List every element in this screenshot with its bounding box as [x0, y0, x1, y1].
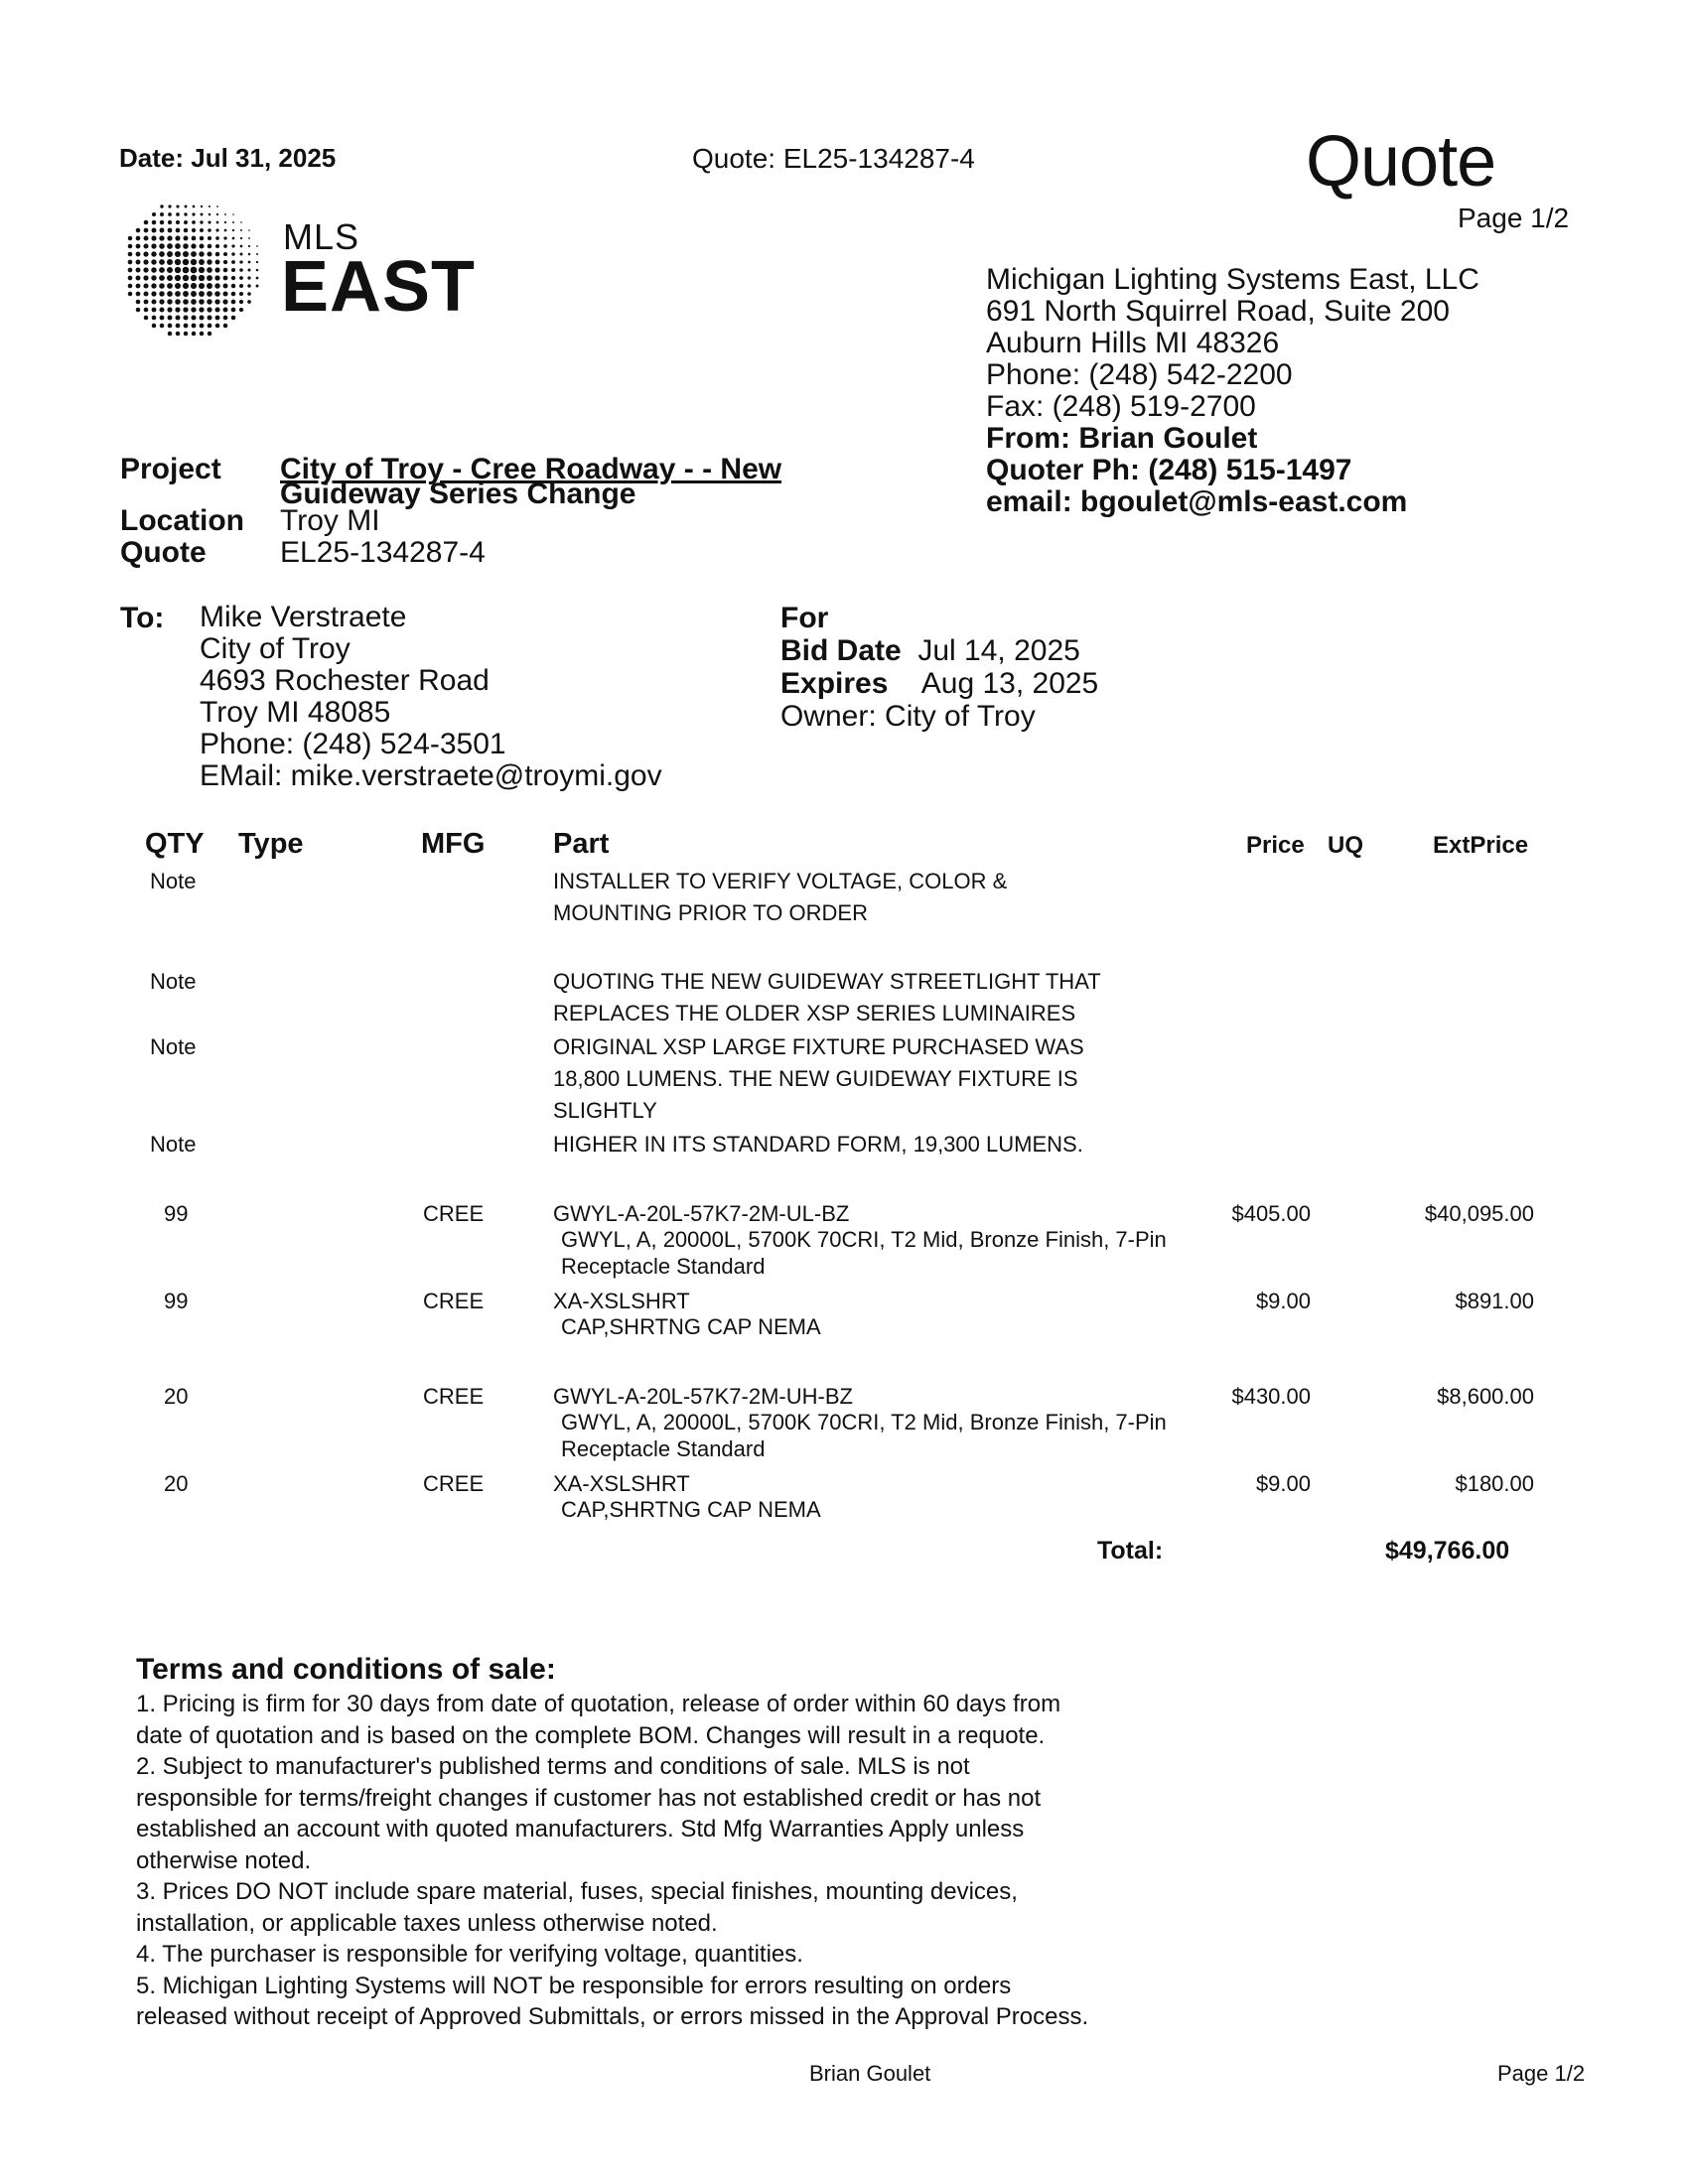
- quoter-name: From: Brian Goulet: [986, 422, 1258, 455]
- item-description-line: Receptacle Standard: [561, 1436, 766, 1461]
- note-text: [553, 1031, 1084, 1127]
- terms-list: [136, 1689, 1228, 2033]
- footer-page: Page 1/2: [1497, 2061, 1586, 2086]
- quoter-phone: Quoter Ph: (248) 515-1497: [986, 454, 1352, 486]
- note-label: Note: [150, 869, 197, 893]
- note-label: Note: [150, 1034, 197, 1059]
- recipient-address: 4693 Rochester Road: [200, 664, 490, 697]
- note-text: [553, 866, 1007, 929]
- terms-line: responsible for terms/freight changes if customer has not established credit or has not: [136, 1784, 1042, 1812]
- note-label: Note: [150, 1132, 197, 1157]
- item-description: [561, 1226, 1167, 1280]
- terms-line: 3. Prices DO NOT include spare material, fuses, special finishes, mounting devices,: [136, 1878, 1018, 1905]
- col-header-uq: UQ: [1328, 832, 1363, 859]
- note-line: QUOTING THE NEW GUIDEWAY STREETLIGHT THAT: [553, 969, 1101, 994]
- recipient-email[interactable]: EMail: mike.verstraete@troymi.gov: [200, 759, 662, 792]
- item-part: GWYL-A-20L-57K7-2M-UH-BZ: [553, 1384, 853, 1409]
- note-line: INSTALLER TO VERIFY VOLTAGE, COLOR &: [553, 869, 1008, 893]
- quote-number: Quote: EL25-134287-4: [692, 143, 975, 174]
- item-extprice: $180.00: [1455, 1471, 1534, 1496]
- terms-line: 5. Michigan Lighting Systems will NOT be responsible for errors resulting on orders: [136, 1972, 1012, 1999]
- bid-date-row: [780, 634, 1098, 667]
- to-label: To:: [120, 602, 165, 634]
- item-qty: 99: [164, 1289, 189, 1313]
- recipient-city: Troy MI 48085: [200, 696, 391, 729]
- project-label: Project: [120, 453, 221, 485]
- item-extprice: $40,095.00: [1424, 1201, 1534, 1226]
- item-description-line: CAP,SHRTNG CAP NEMA: [561, 1497, 821, 1522]
- document-title: Quote: [1306, 122, 1496, 202]
- expires-row: [780, 667, 1098, 700]
- item-description-line: GWYL, A, 20000L, 5700K 70CRI, T2 Mid, Bronze Finish, 7-Pin: [561, 1227, 1167, 1252]
- note-label: Note: [150, 969, 197, 994]
- item-price: $9.00: [1255, 1471, 1311, 1496]
- item-mfg: CREE: [423, 1384, 485, 1409]
- terms-line: 4. The purchaser is responsible for verifying voltage, quantities.: [136, 1941, 803, 1968]
- recipient-phone: Phone: (248) 524-3501: [200, 728, 506, 760]
- item-description: [561, 1313, 821, 1340]
- company-info: [986, 264, 1479, 518]
- item-part: XA-XSLSHRT: [553, 1471, 690, 1496]
- logo-text-east: EAST: [281, 247, 477, 327]
- terms-title: Terms and conditions of sale:: [136, 1653, 556, 1686]
- terms-line: released without receipt of Approved Submittals, or errors missed in the Approval Process.: [136, 2003, 1089, 2030]
- company-fax: Fax: (248) 519-2700: [986, 390, 1256, 423]
- item-price: $405.00: [1231, 1201, 1311, 1226]
- recipient-org: City of Troy: [200, 632, 351, 665]
- logo-text-mls: MLS: [283, 216, 360, 257]
- note-line: SLIGHTLY: [553, 1098, 657, 1123]
- company-address2: Auburn Hills MI 48326: [986, 327, 1280, 359]
- recipient-block: [200, 602, 662, 792]
- col-header-part: Part: [553, 828, 610, 860]
- owner: Owner: City of Troy: [780, 700, 1036, 733]
- item-part: XA-XSLSHRT: [553, 1289, 690, 1313]
- quote-value: EL25-134287-4: [280, 536, 486, 569]
- terms-line: 2. Subject to manufacturer's published terms and conditions of sale. MLS is not: [136, 1753, 970, 1780]
- item-description: [561, 1409, 1167, 1462]
- total-label: Total:: [1097, 1537, 1164, 1565]
- col-header-qty: QTY: [145, 828, 205, 860]
- company-name: Michigan Lighting Systems East, LLC: [986, 263, 1479, 296]
- company-address1: 691 North Squirrel Road, Suite 200: [986, 295, 1450, 328]
- location-value: Troy MI: [280, 504, 380, 537]
- terms-line: date of quotation and is based on the complete BOM. Changes will result in a requote.: [136, 1721, 1046, 1749]
- note-line: ORIGINAL XSP LARGE FIXTURE PURCHASED WAS: [553, 1034, 1084, 1059]
- mls-east-logo-icon: [117, 194, 266, 342]
- company-phone: Phone: (248) 542-2200: [986, 358, 1293, 391]
- note-line: HIGHER IN ITS STANDARD FORM, 19,300 LUMENS.: [553, 1132, 1083, 1157]
- note-line: MOUNTING PRIOR TO ORDER: [553, 900, 868, 925]
- project-name-line2: Guideway Series Change: [280, 478, 636, 510]
- project-name-line1: City of Troy - Cree Roadway - - New: [280, 453, 782, 485]
- item-mfg: CREE: [423, 1471, 485, 1496]
- item-qty: 99: [164, 1201, 189, 1226]
- terms-line: 1. Pricing is firm for 30 days from date of quotation, release of order within 60 days from: [136, 1691, 1061, 1717]
- terms-line: otherwise noted.: [136, 1846, 312, 1874]
- item-extprice: $8,600.00: [1437, 1384, 1534, 1409]
- col-header-mfg: MFG: [421, 828, 486, 860]
- quote-date: Date: Jul 31, 2025: [119, 143, 337, 173]
- bid-date-value: Jul 14, 2025: [917, 634, 1080, 667]
- item-description-line: Receptacle Standard: [561, 1254, 766, 1279]
- note-text: [553, 966, 1101, 1029]
- note-line: 18,800 LUMENS. THE NEW GUIDEWAY FIXTURE IS: [553, 1066, 1078, 1091]
- location-label: Location: [120, 504, 244, 537]
- item-qty: 20: [164, 1384, 189, 1409]
- expires-value: Aug 13, 2025: [920, 667, 1099, 700]
- bid-info-block: [780, 602, 1098, 733]
- total-value: $49,766.00: [1385, 1537, 1510, 1565]
- quote-label: Quote: [120, 536, 207, 569]
- bid-date-label: Bid Date: [780, 634, 902, 667]
- item-qty: 20: [164, 1471, 189, 1496]
- terms-line: established an account with quoted manufacturers. Std Mfg Warranties Apply unless: [136, 1816, 1025, 1843]
- item-description-line: CAP,SHRTNG CAP NEMA: [561, 1314, 821, 1339]
- item-part: GWYL-A-20L-57K7-2M-UL-BZ: [553, 1201, 850, 1226]
- note-line: REPLACES THE OLDER XSP SERIES LUMINAIRES: [553, 1001, 1076, 1025]
- footer-name: Brian Goulet: [809, 2061, 931, 2086]
- note-text: [553, 1129, 1083, 1160]
- item-mfg: CREE: [423, 1289, 485, 1313]
- col-header-extprice: ExtPrice: [1433, 832, 1529, 859]
- recipient-name: Mike Verstraete: [200, 601, 407, 633]
- quoter-email[interactable]: email: bgoulet@mls-east.com: [986, 485, 1408, 518]
- item-mfg: CREE: [423, 1201, 485, 1226]
- item-extprice: $891.00: [1455, 1289, 1534, 1313]
- terms-line: installation, or applicable taxes unless otherwise noted.: [136, 1909, 718, 1937]
- item-price: $9.00: [1255, 1289, 1311, 1313]
- page-indicator: Page 1/2: [1458, 203, 1570, 233]
- col-header-price: Price: [1246, 832, 1305, 859]
- item-description-line: GWYL, A, 20000L, 5700K 70CRI, T2 Mid, Bronze Finish, 7-Pin: [561, 1410, 1167, 1434]
- item-description: [561, 1496, 821, 1523]
- for-label: For: [780, 602, 829, 634]
- expires-label: Expires: [780, 667, 889, 700]
- item-price: $430.00: [1231, 1384, 1311, 1409]
- col-header-type: Type: [238, 828, 304, 860]
